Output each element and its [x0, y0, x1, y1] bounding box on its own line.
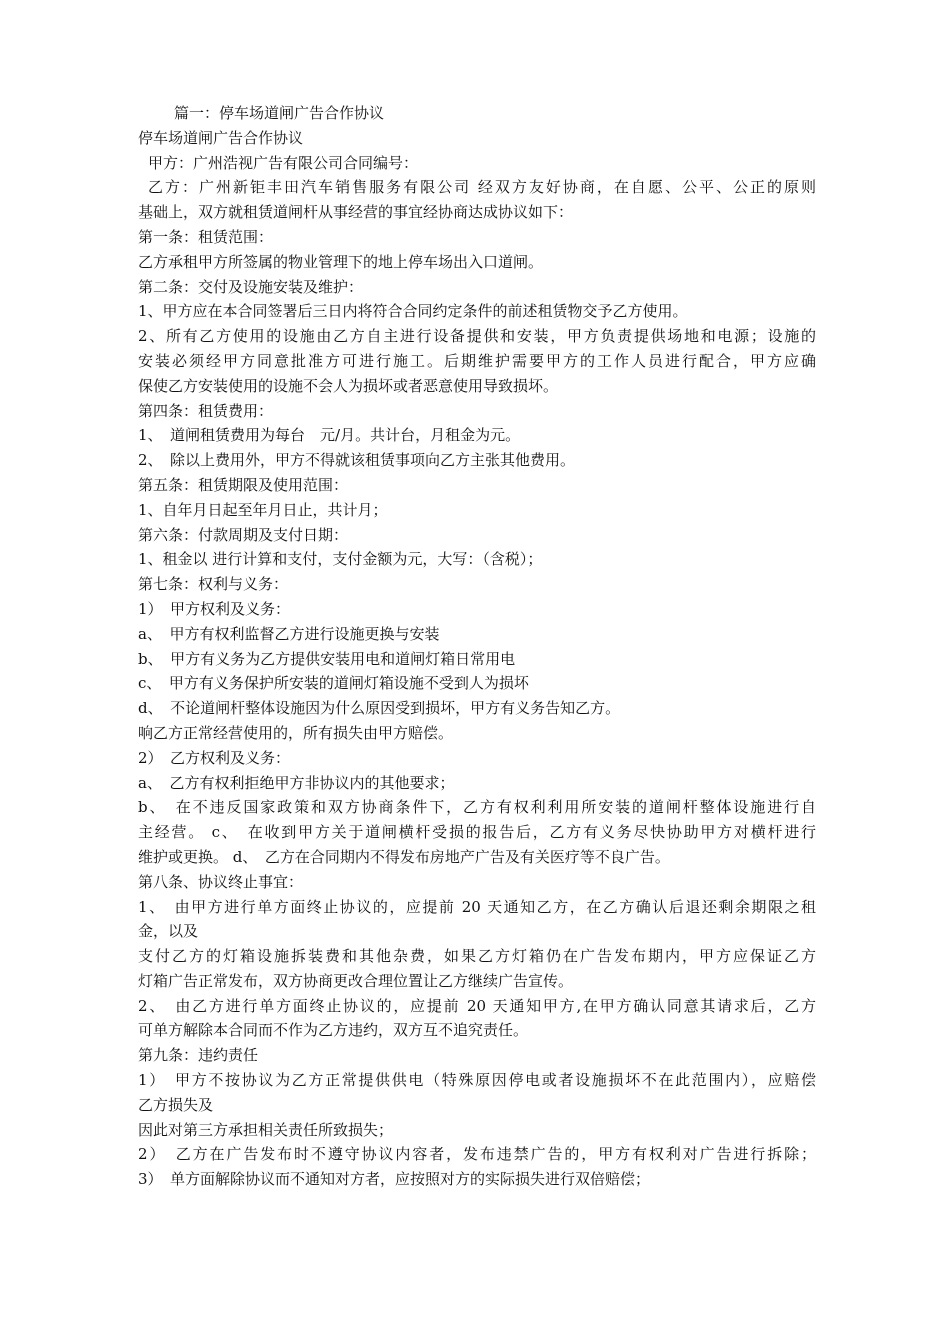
text-line: d、 不论道闸杆整体设施因为什么原因受到损坏，甲方有义务告知乙方。: [138, 699, 621, 718]
text-line: 主经营。 c、 在收到甲方关于道闸横杆受损的报告后，乙方有义务尽快协助甲方对横杆进行: [138, 823, 816, 842]
text-line: 支付乙方的灯箱设施拆装费和其他杂费，如果乙方灯箱仍在广告发布期内，甲方应保证乙方: [138, 947, 816, 966]
text-line: b、 甲方有义务为乙方提供安装用电和道闸灯箱日常用电: [138, 649, 516, 668]
text-line: b、 在不违反国家政策和双方协商条件下，乙方有权利利用所安装的道闸杆整体设施进行自: [138, 798, 816, 817]
text-line: 维护或更换。 d、 乙方在合同期内不得发布房地产广告及有关医疗等不良广告。: [138, 847, 670, 866]
text-line: 2、 除以上费用外，甲方不得就该租赁事项向乙方主张其他费用。: [138, 451, 576, 470]
text-line: 灯箱广告正常发布，双方协商更改合理位置让乙方继续广告宣传。: [138, 971, 574, 990]
text-line: 第九条：违约责任: [138, 1046, 259, 1065]
document-body: [138, 101, 816, 1192]
text-line: 1） 甲方不按协议为乙方正常提供供电（特殊原因停电或者设施损坏不在此范围内），应赔偿: [138, 1071, 816, 1090]
text-line: 乙方：广州新钜丰田汽车销售服务有限公司 经双方友好协商，在自愿、公平、公正的原则: [148, 178, 816, 197]
text-line: 保使乙方安装使用的设施不会人为损坏或者恶意使用导致损坏。: [138, 376, 559, 395]
text-line: 第八条、协议终止事宜：: [138, 872, 304, 891]
text-line: 2） 乙方在广告发布时不遵守协议内容者，发布违禁广告的，甲方有权利对广告进行拆除；: [138, 1145, 816, 1164]
text-line: 2） 乙方权利及义务：: [138, 748, 291, 767]
text-line: 1、 由甲方进行单方面终止协议的，应提前 20 天通知乙方，在乙方确认后退还剩余期限之租: [138, 897, 816, 916]
text-line: 甲方：广州浩视广告有限公司合同编号：: [148, 153, 419, 172]
text-line: 因此对第三方承担相关责任所致损失；: [138, 1120, 394, 1139]
text-line: 第二条：交付及设施安装及维护：: [138, 277, 364, 296]
text-line: 1） 甲方权利及义务：: [138, 599, 291, 618]
text-line: 2、所有乙方使用的设施由乙方自主进行设备提供和安装，甲方负责提供场地和电源；设施的: [138, 327, 816, 346]
text-line: 安装必须经甲方同意批准方可进行施工。后期维护需要甲方的工作人员进行配合，甲方应确: [138, 351, 816, 370]
document-title: 停车场道闸广告合作协议: [138, 128, 304, 147]
text-line: a、 甲方有权利监督乙方进行设施更换与安装: [138, 624, 440, 643]
text-line: 乙方损失及: [138, 1095, 214, 1114]
text-line: 金，以及: [138, 922, 199, 941]
document-heading: 篇一：停车场道闸广告合作协议: [174, 104, 385, 122]
text-line: 可单方解除本合同而不作为乙方违约，双方互不追究责任。: [138, 1021, 529, 1040]
text-line: 3） 单方面解除协议而不通知对方者，应按照对方的实际损失进行双倍赔偿；: [138, 1170, 651, 1189]
text-line: 第六条：付款周期及支付日期：: [138, 525, 349, 544]
text-line: 1、自年月日起至年月日止，共计月；: [138, 500, 388, 519]
text-line: 基础上，双方就租赁道闸杆从事经营的事宜经协商达成协议如下：: [138, 203, 574, 222]
text-line: a、 乙方有权利拒绝甲方非协议内的其他要求；: [138, 773, 455, 792]
text-line: 1、 道闸租赁费用为每台 元/月。共计台，月租金为元。: [138, 426, 521, 445]
text-line: 第七条：权利与义务：: [138, 575, 289, 594]
text-line: 第四条：租赁费用：: [138, 401, 274, 420]
text-line: 乙方承租甲方所签属的物业管理下的地上停车场出入口道闸。: [138, 252, 544, 271]
text-line: 1、甲方应在本合同签署后三日内将符合合同约定条件的前述租赁物交予乙方使用。: [138, 302, 688, 321]
text-line: 第五条：租赁期限及使用范围：: [138, 475, 349, 494]
text-line: 第一条：租赁范围：: [138, 227, 274, 246]
text-line: 2、 由乙方进行单方面终止协议的，应提前 20 天通知甲方,在甲方确认同意其请求后，乙方: [138, 996, 816, 1015]
text-line: 1、租金以 进行计算和支付，支付金额为元，大写：（含税）；: [138, 550, 543, 569]
text-line: 响乙方正常经营使用的，所有损失由甲方赔偿。: [138, 723, 454, 742]
text-line: c、 甲方有义务保护所安装的道闸灯箱设施不受到人为损坏: [138, 674, 529, 693]
